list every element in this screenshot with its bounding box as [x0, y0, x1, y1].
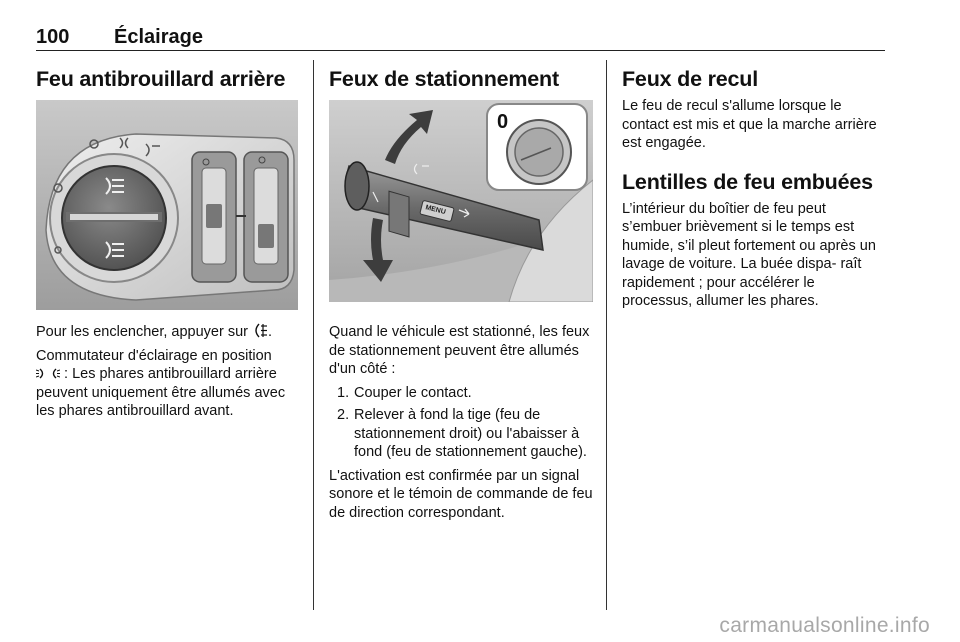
page-number: 100	[36, 26, 70, 48]
column-reverse-lights	[622, 66, 888, 311]
chapter-title: Éclairage	[114, 26, 203, 48]
section-title-reverse-lights: Feux de recul	[622, 67, 759, 91]
lever-menu-label: MENU	[424, 204, 447, 216]
column-rear-fog	[36, 66, 298, 419]
parking-steps	[329, 384, 593, 462]
side-light-icon	[36, 367, 60, 380]
section-title-fogged-lenses: Lentilles de feu embuées	[622, 169, 873, 194]
turn-signal-lever-icon	[329, 100, 593, 302]
parking-lights-text	[329, 323, 593, 527]
rear-fog-paragraph-1: Pour les enclencher, appuyer sur .	[36, 324, 273, 340]
lever-figure	[329, 100, 593, 302]
list-item: 1. Couper le contact.	[337, 384, 472, 401]
rear-fog-light-icon	[252, 323, 268, 338]
column-divider-2	[606, 60, 607, 610]
list-item: 2. Relever à fond la tige (feu de stationnement droit) ou l'abaisser à fond (feu de stationnement gauche).	[337, 407, 587, 460]
section-title-rear-fog: Feu antibrouillard arrière	[36, 67, 286, 91]
lever-zero-label: 0	[497, 111, 509, 133]
fogged-lenses-paragraph: L’intérieur du boîtier de feu peut s’embuer brièvement si le temps est humide, s’il pleut fortement ou après un lavage de voiture. La buée dispa‑ raît rapidement ; pour accélérer le processus, allumer les phares.	[622, 200, 876, 309]
rear-fog-paragraph-2: Commutateur d'éclairage en position : Les phares antibrouillard arrière peuvent uniquement être allumés avec les phares antibrouillard avant.	[36, 347, 286, 419]
light-switch-panel-icon	[36, 100, 298, 310]
section-title-parking-lights: Feux de stationnement	[329, 67, 559, 91]
parking-outro: L'activation est confirmée par un signal sonore et le témoin de commande de feu de direction correspondant.	[329, 467, 593, 521]
column-divider-1	[313, 60, 314, 610]
column-parking-lights	[329, 66, 593, 521]
watermark: carmanualsonline.info	[719, 614, 930, 637]
rear-fog-text	[36, 323, 298, 426]
parking-intro: Quand le véhicule est stationné, les feux de stationnement peuvent être allumés d'un côté :	[329, 324, 590, 377]
header-divider	[36, 50, 885, 51]
reverse-lights-paragraph: Le feu de recul s'allume lorsque le contact est mis et que la marche arrière est engagée.	[622, 98, 877, 151]
light-switch-figure	[36, 100, 298, 310]
page-header	[36, 26, 885, 52]
